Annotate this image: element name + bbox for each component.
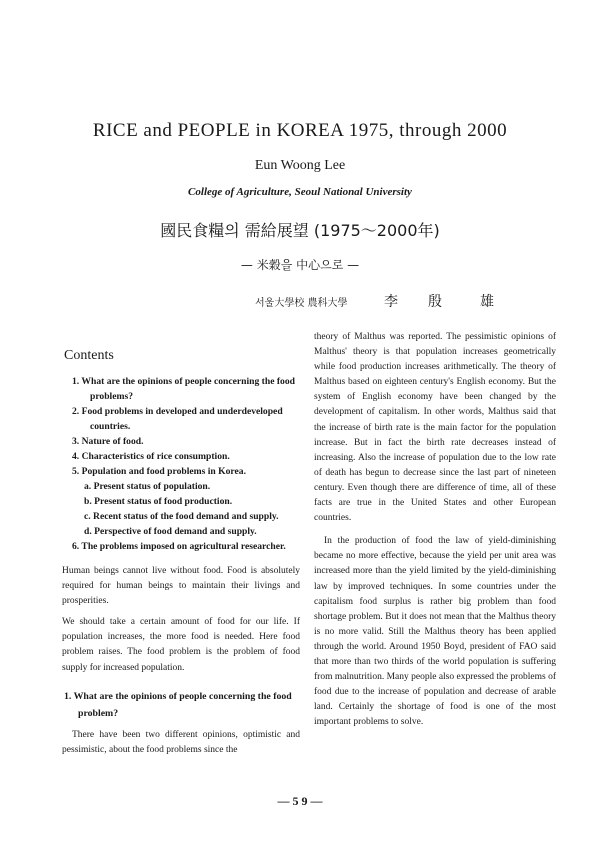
contents-subitem: d. Perspective of food demand and supply. bbox=[84, 526, 257, 537]
body-paragraph: We should take a certain amount of food for our life. If population increases, the more food is needed. Here food problem raises. The food problem is the problem of food supply for increased population. bbox=[62, 617, 300, 673]
contents-item: 2. Food problems in developed and underdeveloped countries. bbox=[72, 406, 283, 432]
contents-item: 3. Nature of food. bbox=[72, 436, 144, 447]
korean-name-char-3: 雄 bbox=[480, 294, 494, 310]
body-paragraph: There have been two different opinions, optimistic and pessimistic, about the food problems since the bbox=[62, 729, 300, 755]
contents-item: 1. What are the opinions of people concerning the food problems? bbox=[72, 376, 295, 402]
page-number: — 5 9 — bbox=[277, 794, 323, 808]
korean-name-char-2: 殷 bbox=[428, 294, 442, 310]
contents-item: 5. Population and food problems in Korea. bbox=[72, 466, 246, 477]
contents-heading: Contents bbox=[64, 348, 114, 363]
contents-subitem: b. Present status of food production. bbox=[84, 496, 233, 507]
body-paragraph: theory of Malthus was reported. The pessimistic opinions of Malthus' theory is that population increases geometrically while food production increases arithmetically. The theory of Malthus based on eighteen century's English economy. But the system of English economy have been changed by the development of capitalism. In other words, Malthus said that the increase of birth rate is the main factor for the population increase. But in fact the birth rate decreases instead of increasing. Also the increase of population due to the low rate of death has begun to decrease since the last part of nineteen century. Even though there are difference of time, all of these facts are true in the United States and other European countries. bbox=[314, 332, 556, 524]
korean-name-char-1: 李 bbox=[384, 294, 398, 310]
body-paragraph: In the production of food the law of yield-diminishing became no more effective, because the yield per unit area was increased more than the yield limited by the yield-diminishing law by improved techniques. In some countries under the capitalism food surplus is rather big problem than food shortage problem. But it does not mean that the Malthus theory is no more valid. Still the Malthus theory has been applied through the world. Around 1950 Boyd, president of FAO said that more than two thirds of the world population is suffering from malnutrition. Many people also expressed the problems of food due to the increase of population and decrease of arable land. Certainly the shortage of food is one of the most important problems to solve. bbox=[314, 536, 556, 728]
korean-title: 國民食糧의 需給展望 (1975～2000年) bbox=[160, 221, 440, 240]
contents-list bbox=[62, 374, 300, 554]
paper-title: RICE and PEOPLE in KOREA 1975, through 2000 bbox=[92, 120, 508, 141]
korean-affiliation: 서울大學校 農科大學 bbox=[255, 298, 348, 309]
right-column bbox=[314, 330, 556, 730]
contents-subitem: c. Recent status of the food demand and supply. bbox=[84, 511, 279, 522]
contents-item: 6. The problems imposed on agricultural researcher. bbox=[72, 541, 286, 552]
left-column bbox=[62, 330, 300, 758]
section-heading: 1. What are the opinions of people concerning the food problem? bbox=[64, 690, 292, 719]
body-paragraph: Human beings cannot live without food. Food is absolutely required for human beings to maintain their livings and prosperities. bbox=[62, 566, 300, 607]
contents-subitem: a. Present status of population. bbox=[84, 481, 211, 492]
author-name: Eun Woong Lee bbox=[254, 158, 346, 173]
korean-subtitle: — 米穀을 中心으로 — bbox=[240, 258, 360, 272]
contents-item: 4. Characteristics of rice consumption. bbox=[72, 451, 230, 462]
author-affiliation: College of Agriculture, Seoul National University bbox=[188, 186, 412, 198]
